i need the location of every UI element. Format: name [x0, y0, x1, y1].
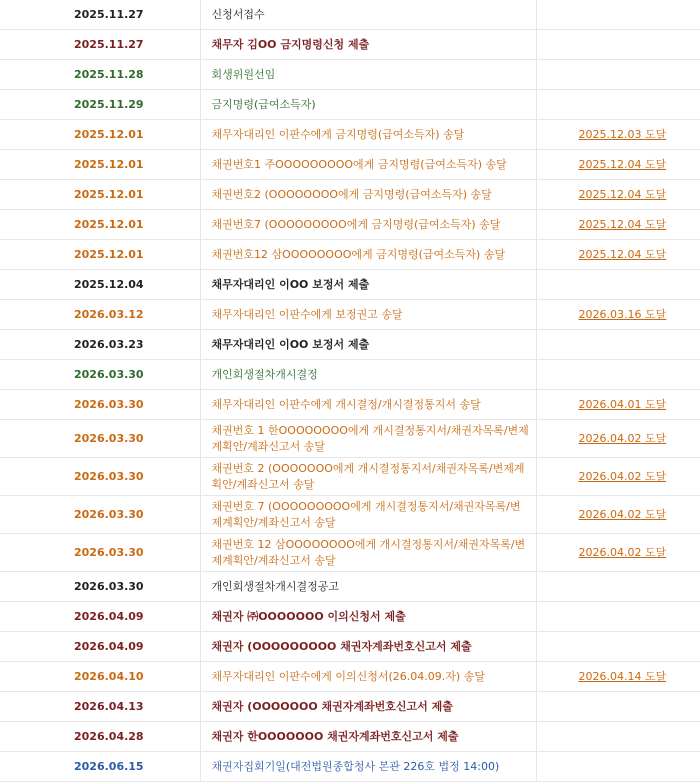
table-row — [0, 662, 700, 692]
row-result — [536, 30, 700, 60]
row-date: 2026.03.30 — [0, 534, 200, 572]
table-row — [0, 30, 700, 60]
row-date: 2026.04.13 — [0, 692, 200, 722]
table-row — [0, 458, 700, 496]
row-date: 2025.11.28 — [0, 60, 200, 90]
row-result — [536, 752, 700, 782]
row-content: 채권번호 12 삼OOOOOOOO에게 개시결정통지서/채권자목록/변제계획안/계좌신고서 송달 — [200, 534, 536, 572]
row-date: 2026.04.10 — [0, 662, 200, 692]
delivery-result-link[interactable]: 2026.03.16 도달 — [578, 307, 667, 321]
table-row — [0, 632, 700, 662]
table-row — [0, 0, 700, 30]
table-row — [0, 60, 700, 90]
row-date: 2026.06.15 — [0, 752, 200, 782]
row-result — [536, 572, 700, 602]
delivery-result-link[interactable]: 2025.12.04 도달 — [578, 187, 667, 201]
row-content: 신청서접수 — [200, 0, 536, 30]
row-content: 개인회생절차개시결정공고 — [200, 572, 536, 602]
table-row — [0, 390, 700, 420]
table-row — [0, 150, 700, 180]
row-result — [536, 534, 700, 572]
table-row — [0, 180, 700, 210]
row-date: 2026.04.28 — [0, 722, 200, 752]
row-date: 2025.12.04 — [0, 270, 200, 300]
row-content: 채무자대리인 이판수에게 보정권고 송달 — [200, 300, 536, 330]
row-content: 채권번호12 삼OOOOOOOO에게 금지명령(급여소득자) 송달 — [200, 240, 536, 270]
row-result — [536, 120, 700, 150]
row-result — [536, 632, 700, 662]
row-result — [536, 150, 700, 180]
row-date: 2025.12.01 — [0, 210, 200, 240]
delivery-result-link[interactable]: 2025.12.04 도달 — [578, 157, 667, 171]
table-row — [0, 752, 700, 782]
row-content: 채권자 한OOOOOOO 채권자계좌번호신고서 제출 — [200, 722, 536, 752]
row-date: 2025.12.01 — [0, 240, 200, 270]
delivery-result-link[interactable]: 2025.12.04 도달 — [578, 247, 667, 261]
row-result — [536, 60, 700, 90]
row-result — [536, 330, 700, 360]
row-date: 2026.03.30 — [0, 390, 200, 420]
table-row — [0, 300, 700, 330]
row-date: 2026.03.23 — [0, 330, 200, 360]
table-row — [0, 496, 700, 534]
row-content: 채무자 김OO 금지명령신청 제출 — [200, 30, 536, 60]
table-row — [0, 330, 700, 360]
row-date: 2026.03.30 — [0, 458, 200, 496]
table-row — [0, 420, 700, 458]
row-content: 채권자집회기일(대전법원종합청사 본관 226호 법정 14:00) — [200, 752, 536, 782]
table-row — [0, 270, 700, 300]
row-result — [536, 180, 700, 210]
row-result — [536, 692, 700, 722]
row-date: 2026.03.30 — [0, 420, 200, 458]
row-content: 채무자대리인 이판수에게 이의신청서(26.04.09.자) 송달 — [200, 662, 536, 692]
row-content: 개인회생절차개시결정 — [200, 360, 536, 390]
row-result — [536, 662, 700, 692]
delivery-result-link[interactable]: 2026.04.02 도달 — [578, 545, 667, 559]
row-content: 채권자 (OOOOOOOOO 채권자계좌번호신고서 제출 — [200, 632, 536, 662]
table-row — [0, 240, 700, 270]
table-row — [0, 210, 700, 240]
row-date: 2026.03.30 — [0, 572, 200, 602]
row-content: 회생위원선임 — [200, 60, 536, 90]
row-content: 채권번호1 주OOOOOOOOO에게 금지명령(급여소득자) 송달 — [200, 150, 536, 180]
delivery-result-link[interactable]: 2025.12.03 도달 — [578, 127, 667, 141]
row-date: 2025.11.27 — [0, 30, 200, 60]
row-content: 채무자대리인 이판수에게 개시결정/개시결정통지서 송달 — [200, 390, 536, 420]
row-content: 채권자 ㈜OOOOOOO 이의신청서 제출 — [200, 602, 536, 632]
row-content: 채권번호7 (OOOOOOOOO에게 금지명령(급여소득자) 송달 — [200, 210, 536, 240]
row-content: 채권번호 7 (OOOOOOOOO에게 개시결정통지서/채권자목록/변제계획안/계좌신고서 송달 — [200, 496, 536, 534]
row-result — [536, 420, 700, 458]
row-content: 금지명령(급여소득자) — [200, 90, 536, 120]
row-date: 2025.11.27 — [0, 0, 200, 30]
table-row — [0, 534, 700, 572]
table-row — [0, 120, 700, 150]
row-date: 2026.03.12 — [0, 300, 200, 330]
row-result — [536, 458, 700, 496]
row-result — [536, 210, 700, 240]
row-date: 2025.11.29 — [0, 90, 200, 120]
table-row — [0, 360, 700, 390]
row-result — [536, 270, 700, 300]
row-date: 2026.04.09 — [0, 632, 200, 662]
table-row — [0, 722, 700, 752]
row-result — [536, 0, 700, 30]
row-result — [536, 602, 700, 632]
delivery-result-link[interactable]: 2026.04.14 도달 — [578, 669, 667, 683]
row-content: 채무자대리인 이OO 보정서 제출 — [200, 270, 536, 300]
row-date: 2026.03.30 — [0, 496, 200, 534]
row-result — [536, 496, 700, 534]
row-content: 채무자대리인 이OO 보정서 제출 — [200, 330, 536, 360]
row-result — [536, 722, 700, 752]
row-result — [536, 240, 700, 270]
delivery-result-link[interactable]: 2026.04.02 도달 — [578, 431, 667, 445]
row-result — [536, 90, 700, 120]
row-result — [536, 300, 700, 330]
row-content: 채권자 (OOOOOOO 채권자계좌번호신고서 제출 — [200, 692, 536, 722]
row-result — [536, 390, 700, 420]
table-row — [0, 602, 700, 632]
table-row — [0, 90, 700, 120]
row-content: 채권번호 1 한OOOOOOOO에게 개시결정통지서/채권자목록/변제계획안/계좌신고서 송달 — [200, 420, 536, 458]
delivery-result-link[interactable]: 2026.04.02 도달 — [578, 469, 667, 483]
delivery-result-link[interactable]: 2026.04.01 도달 — [578, 397, 667, 411]
row-content: 채무자대리인 이판수에게 금지명령(급여소득자) 송달 — [200, 120, 536, 150]
row-date: 2025.12.01 — [0, 150, 200, 180]
delivery-result-link[interactable]: 2026.04.02 도달 — [578, 507, 667, 521]
table-row — [0, 572, 700, 602]
row-result — [536, 360, 700, 390]
delivery-result-link[interactable]: 2025.12.04 도달 — [578, 217, 667, 231]
row-content: 채권번호 2 (OOOOOOO에게 개시결정통지서/채권자목록/변제계획안/계좌신고서 송달 — [200, 458, 536, 496]
row-content: 채권번호2 (OOOOOOOO에게 금지명령(급여소득자) 송달 — [200, 180, 536, 210]
table-row — [0, 692, 700, 722]
row-date: 2025.12.01 — [0, 120, 200, 150]
row-date: 2025.12.01 — [0, 180, 200, 210]
row-date: 2026.04.09 — [0, 602, 200, 632]
row-date: 2026.03.30 — [0, 360, 200, 390]
